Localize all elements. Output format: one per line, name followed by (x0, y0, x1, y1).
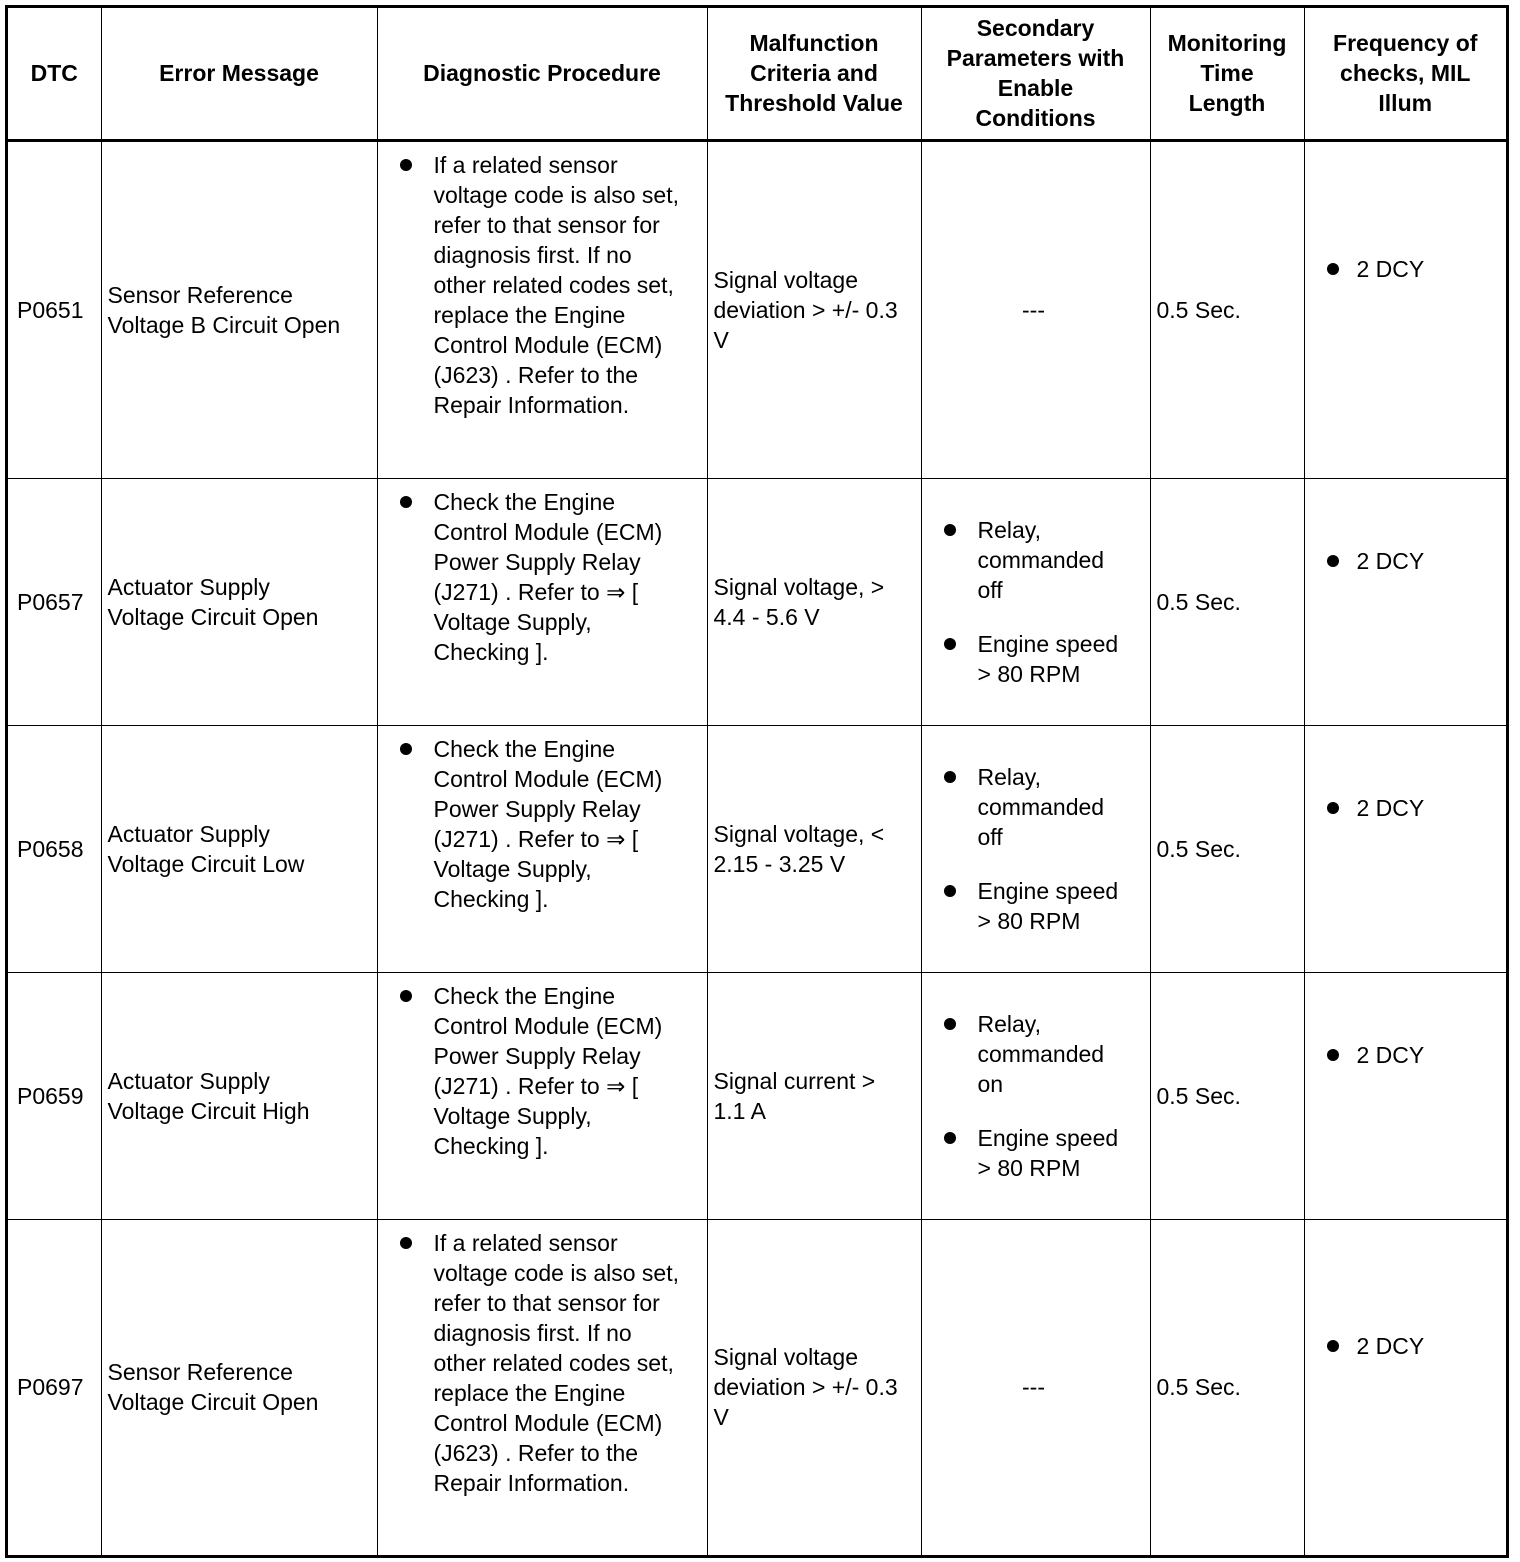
dtc-code: P0651 (8, 140, 101, 478)
bullet-icon (944, 771, 956, 783)
procedure-text: Check the Engine Control Module (ECM) Power Supply Relay (J271) . Refer to ⇒ [ Voltage Supply, Checking ]. (433, 735, 663, 912)
bullet-icon (944, 524, 956, 536)
malfunction-criteria: Signal voltage deviation > +/- 0.3 V (707, 140, 921, 478)
header-error-message: Error Message (101, 8, 377, 140)
error-message: Actuator Supply Voltage Circuit High (101, 972, 377, 1219)
table-row (8, 1219, 1506, 1555)
dtc-table (8, 8, 1506, 1555)
bullet-icon (400, 1237, 412, 1249)
table-row (8, 972, 1506, 1219)
bullet-icon (944, 638, 956, 650)
error-message: Sensor Reference Voltage B Circuit Open (101, 140, 377, 478)
diagnostic-procedure (377, 140, 707, 478)
secondary-parameters (921, 478, 1150, 725)
procedure-bullet (400, 981, 701, 1161)
error-message: Sensor Reference Voltage Circuit Open (101, 1219, 377, 1555)
dtc-table-page (5, 5, 1509, 1558)
frequency-bullet (1327, 254, 1507, 284)
header-frequency: Frequency of checks, MIL Illum (1304, 8, 1506, 140)
error-message: Actuator Supply Voltage Circuit Open (101, 478, 377, 725)
frequency-text: 2 DCY (1356, 1333, 1425, 1360)
bullet-icon (400, 496, 412, 508)
frequency-bullet (1327, 1331, 1507, 1361)
frequency-mil (1304, 1219, 1506, 1555)
header-dtc: DTC (8, 8, 101, 140)
dtc-code: P0659 (8, 972, 101, 1219)
monitoring-time: 0.5 Sec. (1150, 478, 1304, 725)
secondary-parameters: --- (921, 140, 1150, 478)
frequency-mil (1304, 972, 1506, 1219)
frequency-text: 2 DCY (1356, 255, 1425, 282)
secondary-condition (944, 1009, 1146, 1099)
diagnostic-procedure (377, 972, 707, 1219)
header-monitoring-time: Monitoring Time Length (1150, 8, 1304, 140)
secondary-condition (944, 1123, 1146, 1183)
malfunction-criteria: Signal voltage deviation > +/- 0.3 V (707, 1219, 921, 1555)
secondary-condition-text: Relay, commanded off (977, 763, 1105, 850)
procedure-bullet (400, 150, 701, 420)
bullet-icon (944, 1132, 956, 1144)
frequency-text: 2 DCY (1356, 1041, 1425, 1068)
procedure-bullet (400, 1228, 701, 1498)
dtc-code: P0657 (8, 478, 101, 725)
diagnostic-procedure (377, 725, 707, 972)
error-message: Actuator Supply Voltage Circuit Low (101, 725, 377, 972)
secondary-condition (944, 876, 1146, 936)
monitoring-time: 0.5 Sec. (1150, 972, 1304, 1219)
secondary-parameters (921, 972, 1150, 1219)
bullet-icon (400, 990, 412, 1002)
malfunction-criteria: Signal current > 1.1 A (707, 972, 921, 1219)
table-row (8, 478, 1506, 725)
bullet-icon (400, 159, 412, 171)
table-row (8, 140, 1506, 478)
malfunction-criteria: Signal voltage, < 2.15 - 3.25 V (707, 725, 921, 972)
secondary-parameters: --- (921, 1219, 1150, 1555)
monitoring-time: 0.5 Sec. (1150, 725, 1304, 972)
dtc-code: P0697 (8, 1219, 101, 1555)
header-row (8, 8, 1506, 140)
procedure-text: If a related sensor voltage code is also set, refer to that sensor for diagnosis first. If no other related codes set, replace the Engine Control Module (ECM) (J623) . Refer to the Repair Information. (433, 151, 679, 418)
diagnostic-procedure (377, 478, 707, 725)
frequency-mil (1304, 725, 1506, 972)
procedure-bullet (400, 734, 701, 914)
header-diagnostic-procedure: Diagnostic Procedure (377, 8, 707, 140)
dtc-code: P0658 (8, 725, 101, 972)
monitoring-time: 0.5 Sec. (1150, 1219, 1304, 1555)
bullet-icon (1327, 1340, 1339, 1352)
secondary-condition-text: Engine speed > 80 RPM (977, 630, 1119, 687)
bullet-icon (400, 743, 412, 755)
frequency-bullet (1327, 793, 1507, 823)
secondary-condition (944, 629, 1146, 689)
frequency-bullet (1327, 546, 1507, 576)
procedure-bullet (400, 487, 701, 667)
malfunction-criteria: Signal voltage, > 4.4 - 5.6 V (707, 478, 921, 725)
table-body (8, 140, 1506, 1555)
secondary-condition-text: Engine speed > 80 RPM (977, 1124, 1119, 1181)
procedure-text: Check the Engine Control Module (ECM) Power Supply Relay (J271) . Refer to ⇒ [ Voltage Supply, Checking ]. (433, 488, 663, 665)
bullet-icon (1327, 263, 1339, 275)
secondary-condition (944, 515, 1146, 605)
header-malfunction-criteria: Malfunction Criteria and Threshold Value (707, 8, 921, 140)
frequency-text: 2 DCY (1356, 547, 1425, 574)
procedure-text: Check the Engine Control Module (ECM) Power Supply Relay (J271) . Refer to ⇒ [ Voltage Supply, Checking ]. (433, 982, 663, 1159)
bullet-icon (944, 885, 956, 897)
bullet-icon (1327, 1049, 1339, 1061)
secondary-condition-text: Relay, commanded off (977, 516, 1105, 603)
secondary-parameters (921, 725, 1150, 972)
frequency-mil (1304, 478, 1506, 725)
frequency-mil (1304, 140, 1506, 478)
bullet-icon (1327, 802, 1339, 814)
table-row (8, 725, 1506, 972)
bullet-icon (944, 1018, 956, 1030)
diagnostic-procedure (377, 1219, 707, 1555)
header-secondary-parameters: Secondary Parameters with Enable Conditions (921, 8, 1150, 140)
secondary-condition-text: Engine speed > 80 RPM (977, 877, 1119, 934)
frequency-text: 2 DCY (1356, 794, 1425, 821)
secondary-condition (944, 762, 1146, 852)
bullet-icon (1327, 555, 1339, 567)
procedure-text: If a related sensor voltage code is also set, refer to that sensor for diagnosis first. If no other related codes set, replace the Engine Control Module (ECM) (J623) . Refer to the Repair Information. (433, 1229, 679, 1496)
frequency-bullet (1327, 1040, 1507, 1070)
monitoring-time: 0.5 Sec. (1150, 140, 1304, 478)
secondary-condition-text: Relay, commanded on (977, 1010, 1105, 1097)
